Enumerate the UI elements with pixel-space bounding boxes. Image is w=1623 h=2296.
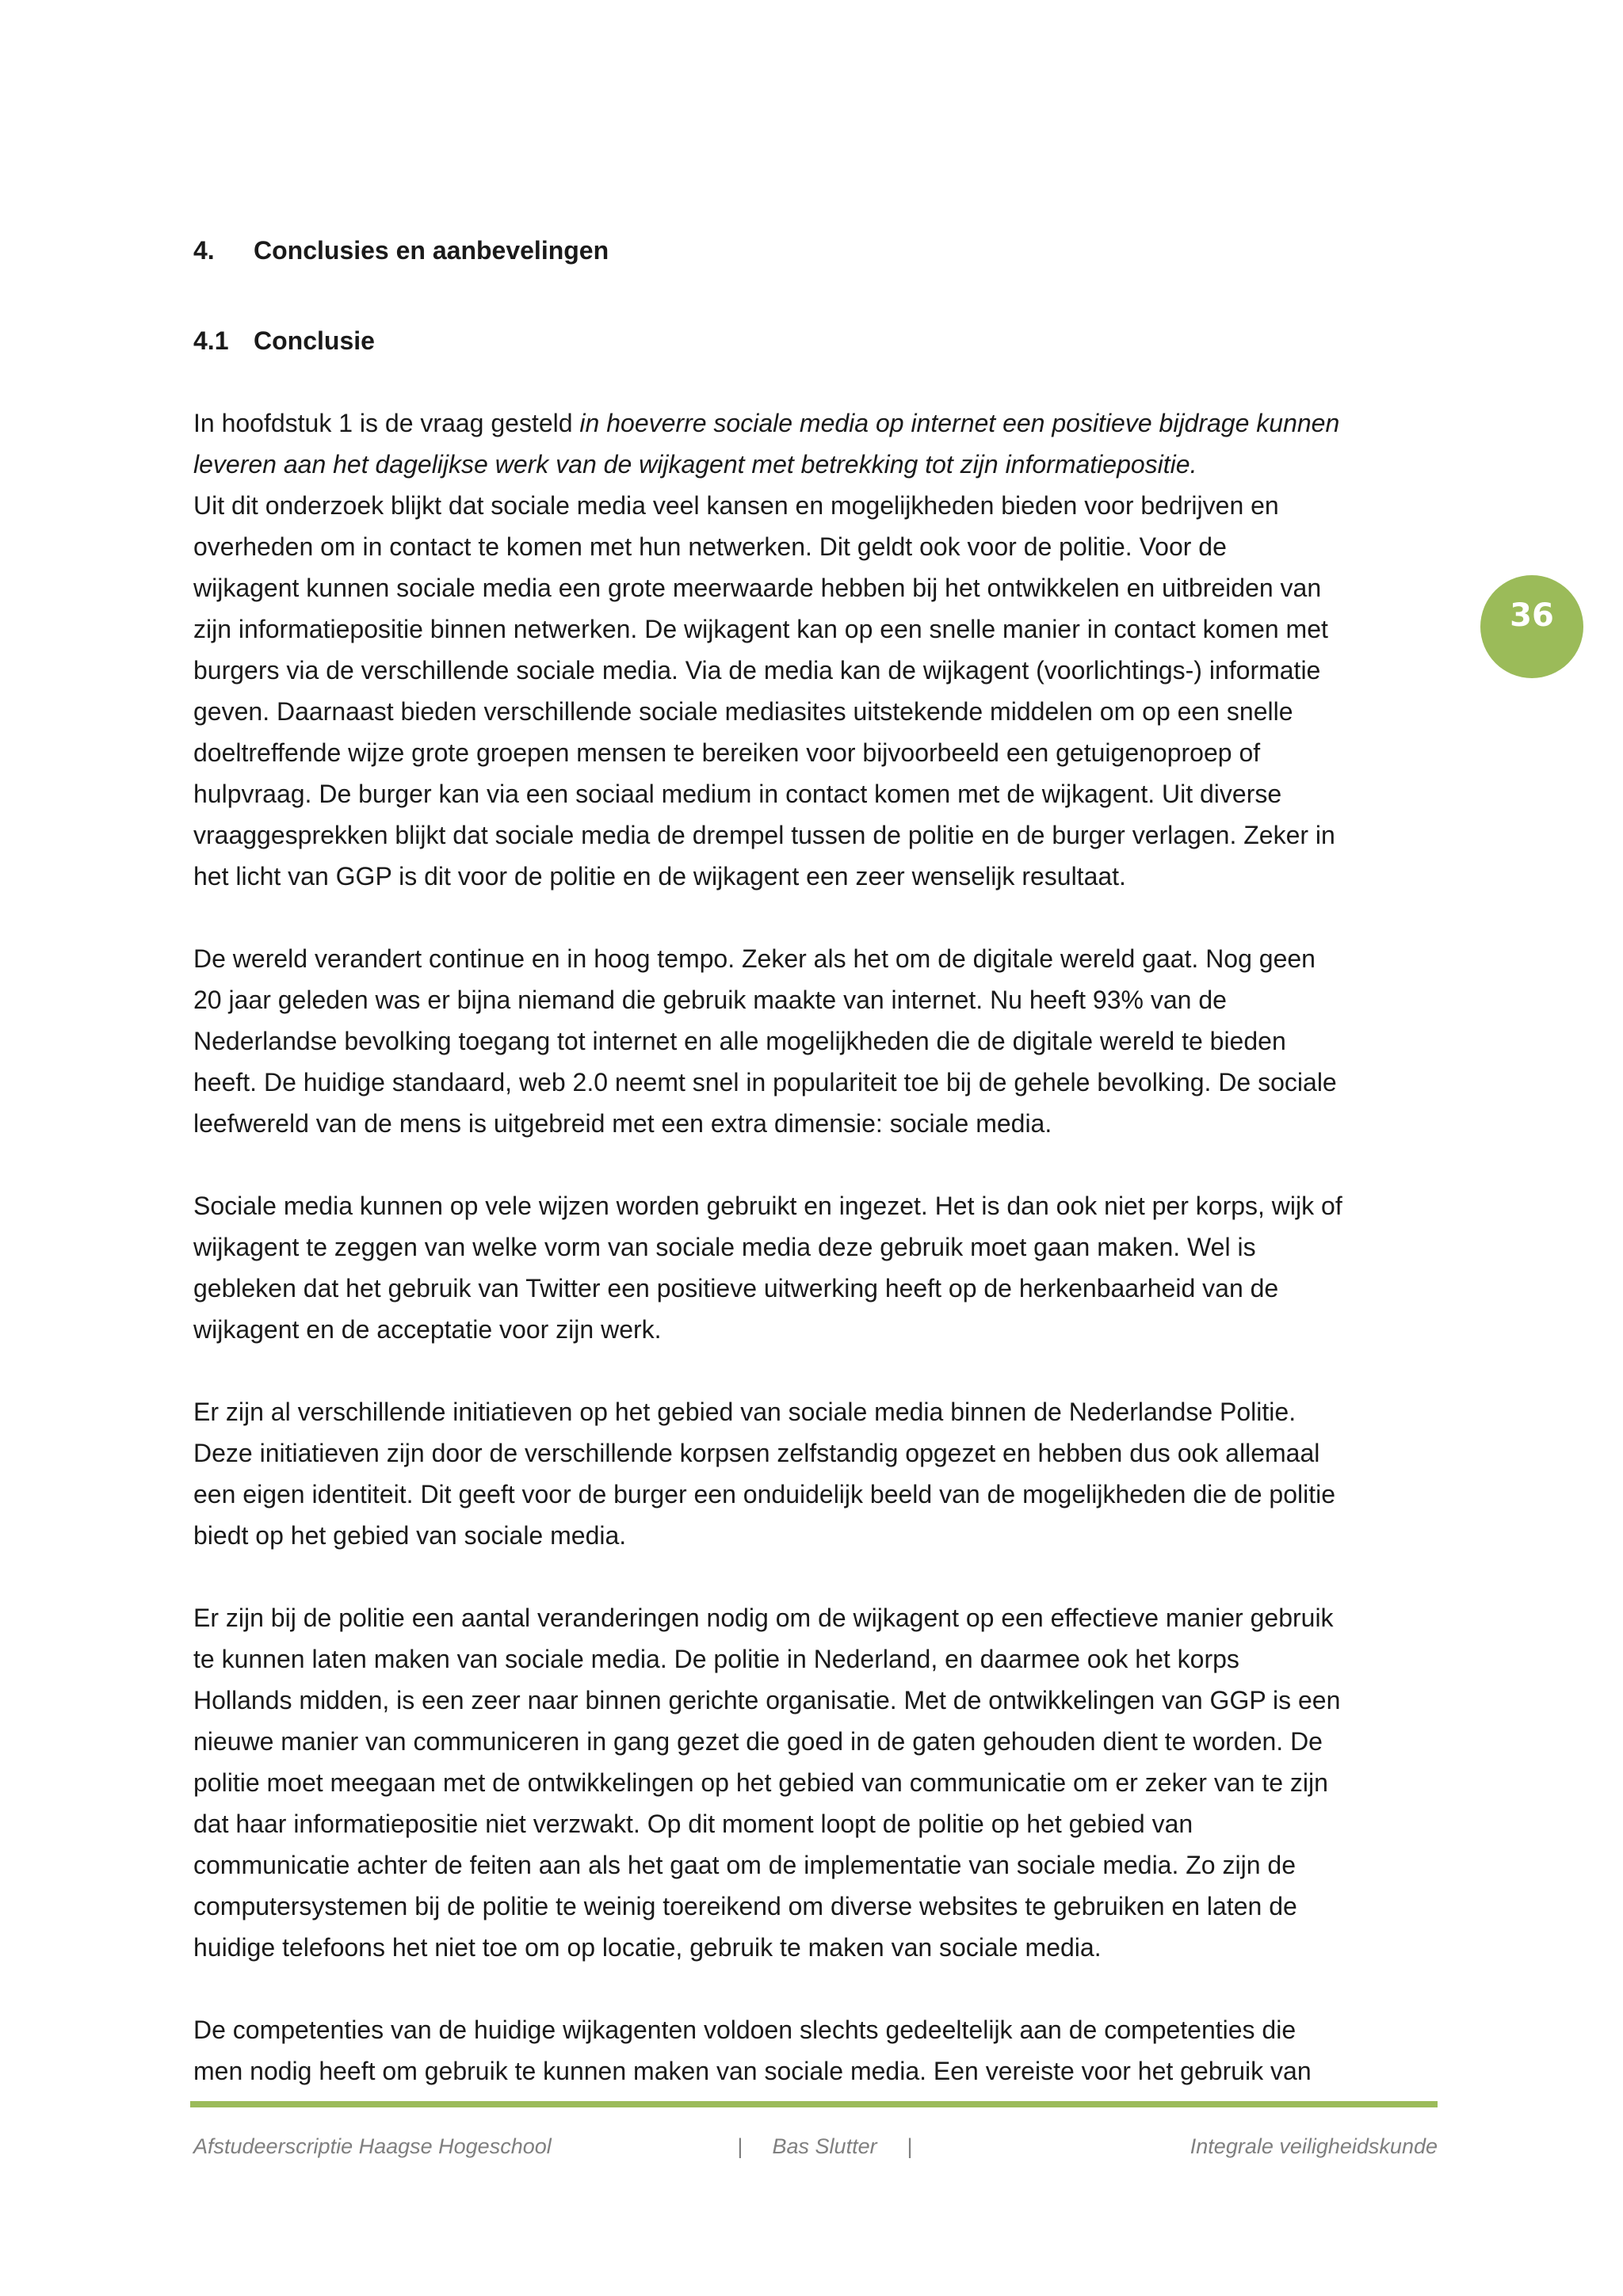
text-line: computersystemen bij de politie te weinig toereikend om diverse websites te gebruiken en laten de — [193, 1892, 1297, 1920]
paragraph — [193, 2009, 1445, 2092]
text-line: wijkagent en de acceptatie voor zijn werk. — [193, 1315, 662, 1344]
paragraph — [193, 938, 1445, 1144]
text-line: Deze initiatieven zijn door de verschillende korpsen zelfstandig opgezet en hebben dus ook allemaal — [193, 1439, 1320, 1467]
page-number: 36 — [1510, 597, 1554, 634]
paragraph — [193, 402, 1445, 897]
paragraph — [193, 1185, 1445, 1350]
text-line: te kunnen laten maken van sociale media. De politie in Nederland, en daarmee ook het korps — [193, 1645, 1239, 1673]
text-line: gebleken dat het gebruik van Twitter een positieve uitwerking heeft op de herkenbaarheid van de — [193, 1274, 1279, 1302]
text-line: geven. Daarnaast bieden verschillende sociale mediasites uitstekende middelen om op een snelle — [193, 697, 1293, 726]
footer-program: Integrale veiligheidskunde — [1190, 2134, 1438, 2158]
text-line: dat haar informatiepositie niet verzwakt. Op dit moment loopt de politie op het gebied van — [193, 1810, 1193, 1838]
text-line: De competenties van de huidige wijkagenten voldoen slechts gedeeltelijk aan de competenties die — [193, 2016, 1296, 2044]
text-line: doeltreffende wijze grote groepen mensen te bereiken voor bijvoorbeeld een getuigenoproep of — [193, 738, 1261, 767]
footer-author: | Bas Slutter | — [737, 2134, 913, 2158]
page-number-badge — [1480, 575, 1583, 678]
text-line: 20 jaar geleden was er bijna niemand die gebruik maakte van internet. Nu heeft 93% van de — [193, 986, 1227, 1014]
text-line: men nodig heeft om gebruik te kunnen maken van sociale media. Een vereiste voor het gebruik van — [193, 2057, 1312, 2085]
text-line: wijkagent te zeggen van welke vorm van sociale media deze gebruik moet gaan maken. Wel is — [193, 1233, 1256, 1261]
text-line: zijn informatiepositie binnen netwerken. De wijkagent kan op een snelle manier in contact komen met — [193, 615, 1328, 643]
footer-institution: Afstudeerscriptie Haagse Hogeschool — [193, 2134, 552, 2158]
text-line: overheden om in contact te komen met hun netwerken. Dit geldt ook voor de politie. Voor de — [193, 532, 1227, 561]
text-line: Er zijn bij de politie een aantal veranderingen nodig om de wijkagent op een effectieve manier gebruik — [193, 1604, 1334, 1632]
text-line: leveren aan het dagelijkse werk van de wijkagent met betrekking tot zijn informatiepositie. — [193, 450, 1197, 479]
text-line: heeft. De huidige standaard, web 2.0 neemt snel in populariteit toe bij de gehele bevolking. De sociale — [193, 1068, 1337, 1097]
text-line: hulpvraag. De burger kan via een sociaal medium in contact komen met de wijkagent. Uit diverse — [193, 780, 1282, 808]
text-line: biedt op het gebied van sociale media. — [193, 1521, 627, 1550]
text-line: Nederlandse bevolking toegang tot internet en alle mogelijkheden die de digitale wereld te bieden — [193, 1027, 1286, 1055]
text-line: een eigen identiteit. Dit geeft voor de burger een onduidelijk beeld van de mogelijkheden die de politie — [193, 1480, 1335, 1508]
text-line: communicatie achter de feiten aan als het gaat om de implementatie van sociale media. Zo zijn de — [193, 1851, 1296, 1879]
paragraph — [193, 1597, 1445, 1968]
text-line: politie moet meegaan met de ontwikkelingen op het gebied van communicatie om er zeker van te zijn — [193, 1768, 1328, 1797]
text-line: burgers via de verschillende sociale media. Via de media kan de wijkagent (voorlichtings-) informatie — [193, 656, 1321, 685]
text-line: leefwereld van de mens is uitgebreid met een extra dimensie: sociale media. — [193, 1109, 1052, 1138]
footer-divider — [190, 2101, 1438, 2107]
body-text — [193, 402, 1445, 2133]
section-number: 4.1 — [193, 326, 229, 355]
chapter-number: 4. — [193, 236, 215, 265]
chapter-heading — [193, 235, 609, 266]
text-line: In hoofdstuk 1 is de vraag gesteld in hoeverre sociale media op internet een positieve bijdrage kunnen — [193, 409, 1340, 437]
text-line: De wereld verandert continue en in hoog tempo. Zeker als het om de digitale wereld gaat. Nog geen — [193, 944, 1316, 973]
text-line: nieuwe manier van communiceren in gang gezet die goed in de gaten gehouden dient te worden. De — [193, 1727, 1323, 1756]
section-heading — [193, 325, 375, 357]
text-line: Er zijn al verschillende initiatieven op het gebied van sociale media binnen de Nederlandse Politie. — [193, 1398, 1296, 1426]
text-line: Sociale media kunnen op vele wijzen worden gebruikt en ingezet. Het is dan ook niet per korps, wijk of — [193, 1192, 1342, 1220]
text-line: Hollands midden, is een zeer naar binnen gerichte organisatie. Met de ontwikkelingen van GGP is een — [193, 1686, 1341, 1714]
text-line: het licht van GGP is dit voor de politie en de wijkagent een zeer wenselijk resultaat. — [193, 862, 1126, 891]
text-line: Uit dit onderzoek blijkt dat sociale media veel kansen en mogelijkheden bieden voor bedrijven en — [193, 491, 1279, 520]
chapter-title: Conclusies en aanbevelingen — [254, 236, 609, 265]
text-line: vraaggesprekken blijkt dat sociale media de drempel tussen de politie en de burger verlagen. Zeker in — [193, 821, 1335, 849]
section-title: Conclusie — [254, 326, 375, 355]
text-line: huidige telefoons het niet toe om op locatie, gebruik te maken van sociale media. — [193, 1933, 1102, 1962]
paragraph — [193, 1391, 1445, 1556]
text-line: wijkagent kunnen sociale media een grote meerwaarde hebben bij het ontwikkelen en uitbreiden van — [193, 574, 1322, 602]
